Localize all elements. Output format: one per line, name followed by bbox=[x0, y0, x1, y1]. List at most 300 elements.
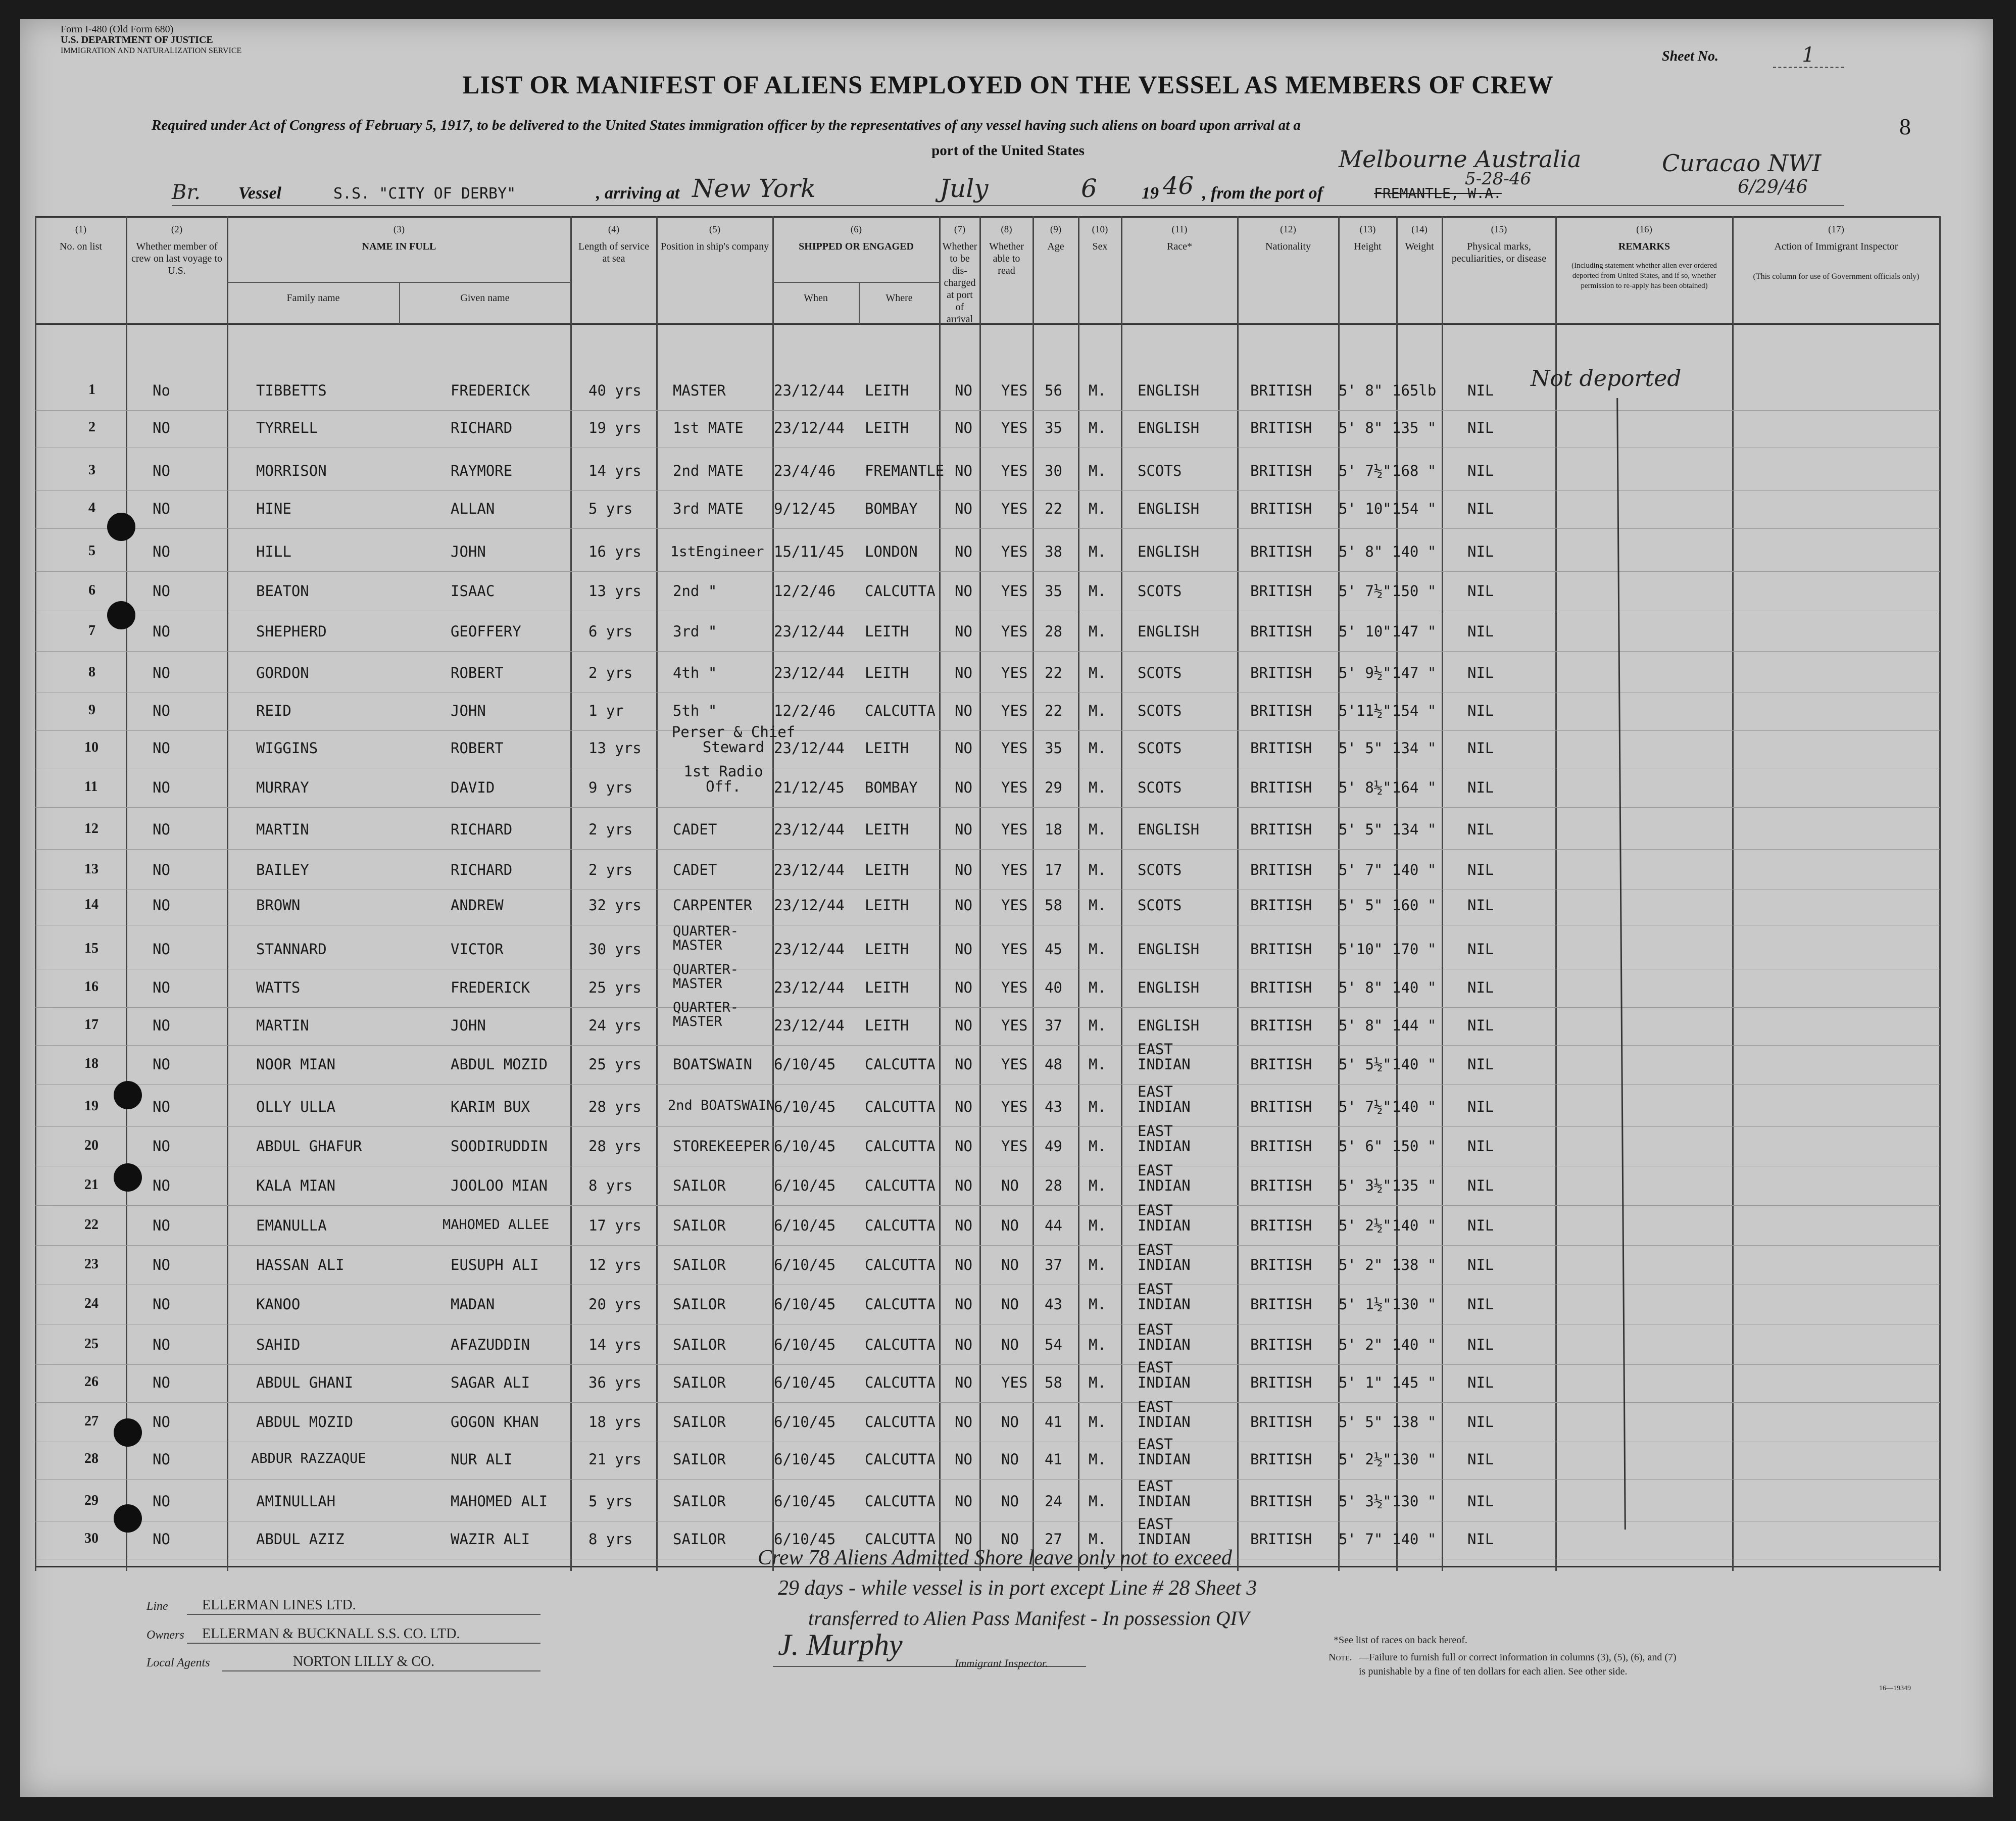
height: 5' 7" bbox=[1339, 861, 1383, 878]
age: 40 bbox=[1045, 979, 1062, 996]
shipped-when: 12/2/46 bbox=[774, 582, 836, 600]
physical-marks: NIL bbox=[1467, 1374, 1494, 1391]
column-header-5 bbox=[657, 216, 773, 342]
shipped-where: LEITH bbox=[865, 382, 909, 399]
sex: M. bbox=[1089, 582, 1106, 600]
discharged: NO bbox=[955, 861, 972, 878]
sex: M. bbox=[1089, 1296, 1106, 1313]
column-label: Whether to be dis-charged at port of arrival bbox=[942, 241, 977, 325]
shipped-where: FREMANTLE bbox=[865, 462, 945, 479]
last-voyage: NO bbox=[153, 1374, 170, 1391]
height: 5' 5" bbox=[1339, 897, 1383, 914]
table-row bbox=[35, 1083, 1940, 1126]
last-voyage: NO bbox=[153, 1413, 170, 1431]
from-label: , from the port of bbox=[1202, 184, 1323, 203]
table-row bbox=[35, 571, 1940, 610]
note-text2: is punishable by a fine of ten dollars for each alien. See other side. bbox=[1359, 1666, 1628, 1677]
able-to-read: YES bbox=[1001, 419, 1028, 436]
row-rule bbox=[35, 849, 1940, 850]
row-number: 26 bbox=[84, 1374, 99, 1390]
footer-rule bbox=[222, 1670, 540, 1671]
weight: 164 " bbox=[1392, 779, 1437, 796]
given-name: SAGAR ALI bbox=[451, 1374, 530, 1391]
arrival-month: July bbox=[940, 174, 989, 203]
able-to-read: YES bbox=[1001, 702, 1028, 719]
last-voyage: NO bbox=[153, 979, 170, 996]
subtitle: Required under Act of Congress of February 5, 1917, to be delivered to the United States immigration officer by the representatives of any vessel having such aliens on board upon arrival at a bbox=[152, 117, 1301, 133]
table-row bbox=[35, 1398, 1940, 1441]
column-header-9 bbox=[1033, 216, 1078, 342]
nationality: BRITISH bbox=[1250, 979, 1312, 996]
service-length: 32 yrs bbox=[588, 897, 642, 914]
physical-marks: NIL bbox=[1467, 1217, 1494, 1234]
family-name: SHEPHERD bbox=[256, 623, 327, 640]
family-name: KANOO bbox=[256, 1296, 301, 1313]
nationality: BRITISH bbox=[1250, 1217, 1312, 1234]
position: Perser & Chief Steward bbox=[671, 723, 796, 756]
row-number: 8 bbox=[88, 664, 95, 680]
shipped-when: 23/12/44 bbox=[774, 821, 845, 838]
age: 18 bbox=[1045, 821, 1062, 838]
shipped-when: 6/10/45 bbox=[774, 1413, 836, 1431]
shipped-where: BOMBAY bbox=[865, 779, 918, 796]
discharged: NO bbox=[955, 702, 972, 719]
given-name: EUSUPH ALI bbox=[451, 1256, 539, 1273]
shipped-when: 23/12/44 bbox=[774, 1017, 845, 1034]
row-number: 29 bbox=[84, 1493, 99, 1508]
position: 2nd BOATSWAIN bbox=[668, 1098, 775, 1113]
service-length: 16 yrs bbox=[588, 543, 642, 560]
last-voyage: NO bbox=[153, 664, 170, 681]
race: SCOTS bbox=[1138, 702, 1182, 719]
sex: M. bbox=[1089, 1177, 1106, 1194]
age: 22 bbox=[1045, 664, 1062, 681]
table-row bbox=[35, 1162, 1940, 1205]
weight: 130 " bbox=[1392, 1451, 1437, 1468]
physical-marks: NIL bbox=[1467, 979, 1494, 996]
age: 58 bbox=[1045, 1374, 1062, 1391]
position: CARPENTER bbox=[673, 897, 753, 914]
arrival-day: 6 bbox=[1081, 174, 1097, 203]
last-voyage: NO bbox=[153, 897, 170, 914]
race: ENGLISH bbox=[1138, 979, 1200, 996]
shipped-where: CALCUTTA bbox=[865, 1336, 936, 1353]
height: 5' 6" bbox=[1339, 1138, 1383, 1155]
weight: 144 " bbox=[1392, 1017, 1437, 1034]
name-subheader-divider bbox=[399, 282, 400, 324]
family-name: HILL bbox=[256, 543, 291, 560]
column-header-1 bbox=[35, 216, 126, 342]
family-name: KALA MIAN bbox=[256, 1177, 336, 1194]
physical-marks: NIL bbox=[1467, 1098, 1494, 1115]
row-number: 23 bbox=[84, 1256, 99, 1272]
shipped-where: LEITH bbox=[865, 979, 909, 996]
shipped-where: LEITH bbox=[865, 1017, 909, 1034]
table-row bbox=[35, 1478, 1940, 1520]
shipped-when: 6/10/45 bbox=[774, 1451, 836, 1468]
sex: M. bbox=[1089, 979, 1106, 996]
discharged: NO bbox=[955, 779, 972, 796]
last-voyage: NO bbox=[153, 1493, 170, 1510]
binder-hole bbox=[114, 1418, 142, 1447]
height: 5' 7½" bbox=[1339, 1098, 1392, 1115]
able-to-read: NO bbox=[1001, 1493, 1019, 1510]
weight: 154 " bbox=[1392, 702, 1437, 719]
family-name: EMANULLA bbox=[256, 1217, 327, 1234]
shipped-where: LEITH bbox=[865, 821, 909, 838]
column-label: Whether able to read bbox=[989, 241, 1024, 276]
given-name: RICHARD bbox=[451, 861, 513, 878]
age: 37 bbox=[1045, 1256, 1062, 1273]
family-name: NOOR MIAN bbox=[256, 1056, 336, 1073]
row-number: 25 bbox=[84, 1336, 99, 1352]
age: 35 bbox=[1045, 582, 1062, 600]
age: 43 bbox=[1045, 1098, 1062, 1115]
discharged: NO bbox=[955, 1098, 972, 1115]
given-name: WAZIR ALI bbox=[451, 1531, 530, 1548]
agents-value: NORTON LILLY & CO. bbox=[293, 1654, 435, 1669]
able-to-read: YES bbox=[1001, 740, 1028, 757]
table-row bbox=[35, 962, 1940, 1007]
able-to-read: YES bbox=[1001, 979, 1028, 996]
service-length: 8 yrs bbox=[588, 1177, 633, 1194]
given-name: VICTOR bbox=[451, 941, 504, 958]
row-number: 21 bbox=[84, 1177, 99, 1193]
owners-value: ELLERMAN & BUCKNALL S.S. CO. LTD. bbox=[202, 1626, 460, 1642]
shipped-where: CALCUTTA bbox=[865, 1256, 936, 1273]
last-voyage: NO bbox=[153, 500, 170, 517]
age: 28 bbox=[1045, 1177, 1062, 1194]
row-number: 3 bbox=[88, 462, 95, 478]
sex: M. bbox=[1089, 543, 1106, 560]
column-header-2 bbox=[126, 216, 227, 342]
weight: 135 " bbox=[1392, 1177, 1437, 1194]
height: 5' 5" bbox=[1339, 1413, 1383, 1431]
discharged: NO bbox=[955, 543, 972, 560]
subtitle-line2: port of the United States bbox=[931, 142, 1085, 159]
height: 5' 2" bbox=[1339, 1256, 1383, 1273]
column-label: Position in ship's company bbox=[660, 241, 769, 252]
where-header: Where bbox=[886, 292, 913, 304]
inspector-label: Immigrant Inspector. bbox=[955, 1657, 1048, 1669]
table-row bbox=[35, 1122, 1940, 1165]
height: 5' 1" bbox=[1339, 1374, 1383, 1391]
given-name: KARIM BUX bbox=[451, 1098, 530, 1115]
service-length: 12 yrs bbox=[588, 1256, 642, 1273]
position: SAILOR bbox=[673, 1217, 726, 1234]
family-name: GORDON bbox=[256, 664, 309, 681]
service-length: 21 yrs bbox=[588, 1451, 642, 1468]
age: 38 bbox=[1045, 543, 1062, 560]
column-number: (7) bbox=[954, 224, 966, 235]
form-code: 16—19349 bbox=[1879, 1685, 1911, 1692]
shipped-when: 6/10/45 bbox=[774, 1493, 836, 1510]
form-id-line1: Form I-480 (Old Form 680) bbox=[61, 24, 174, 35]
shipped-when: 6/10/45 bbox=[774, 1256, 836, 1273]
shipped-when: 23/12/44 bbox=[774, 664, 845, 681]
sex: M. bbox=[1089, 1531, 1106, 1548]
column-header-10 bbox=[1078, 216, 1121, 342]
last-voyage: NO bbox=[153, 1296, 170, 1313]
physical-marks: NIL bbox=[1467, 1017, 1494, 1034]
column-number: (14) bbox=[1411, 224, 1428, 235]
column-header-11 bbox=[1121, 216, 1238, 342]
shipped-when: 6/10/45 bbox=[774, 1374, 836, 1391]
shipped-where: CALCUTTA bbox=[865, 1296, 936, 1313]
age: 48 bbox=[1045, 1056, 1062, 1073]
service-length: 14 yrs bbox=[588, 462, 642, 479]
physical-marks: NIL bbox=[1467, 462, 1494, 479]
service-length: 36 yrs bbox=[588, 1374, 642, 1391]
height: 5'11½" bbox=[1339, 702, 1392, 719]
column-number: (12) bbox=[1280, 224, 1296, 235]
position: QUARTER-MASTER bbox=[673, 1000, 739, 1029]
inspector-note-line2: 29 days - while vessel is in port except Line # 28 Sheet 3 bbox=[778, 1577, 1257, 1600]
race: ENGLISH bbox=[1138, 382, 1200, 399]
age: 28 bbox=[1045, 623, 1062, 640]
height: 5' 7" bbox=[1339, 1531, 1383, 1548]
family-name: REID bbox=[256, 702, 291, 719]
able-to-read: YES bbox=[1001, 897, 1028, 914]
last-voyage: NO bbox=[153, 1531, 170, 1548]
able-to-read: YES bbox=[1001, 1374, 1028, 1391]
row-rule bbox=[35, 807, 1940, 808]
race: EAST INDIAN bbox=[1138, 1436, 1191, 1468]
weight: 138 " bbox=[1392, 1256, 1437, 1273]
remarks-handwritten: Not deported bbox=[1531, 366, 1682, 391]
table-row bbox=[35, 408, 1940, 447]
last-voyage: NO bbox=[153, 941, 170, 958]
family-name: ABDUL GHAFUR bbox=[256, 1138, 362, 1155]
inspector-signature: J. Murphy bbox=[778, 1628, 903, 1661]
nationality: BRITISH bbox=[1250, 382, 1312, 399]
column-number: (4) bbox=[608, 224, 620, 235]
family-name: MURRAY bbox=[256, 779, 309, 796]
discharged: NO bbox=[955, 1451, 972, 1468]
row-number: 4 bbox=[88, 500, 95, 516]
row-number: 1 bbox=[88, 382, 95, 398]
family-name: STANNARD bbox=[256, 941, 327, 958]
table-row bbox=[35, 810, 1940, 849]
remarks-note: (Including statement whether alien ever ordered deported from United States, and if so, whether permission to re-apply has been obtained) bbox=[1571, 262, 1717, 290]
column-header-13 bbox=[1339, 216, 1397, 342]
last-voyage: NO bbox=[153, 821, 170, 838]
race: EAST INDIAN bbox=[1138, 1478, 1191, 1510]
column-number: (17) bbox=[1828, 224, 1844, 235]
height: 5' 7½" bbox=[1339, 462, 1392, 479]
shipped-when: 23/4/46 bbox=[774, 462, 836, 479]
shipped-when: 6/10/45 bbox=[774, 1217, 836, 1234]
nationality: BRITISH bbox=[1250, 702, 1312, 719]
weight: 150 " bbox=[1392, 582, 1437, 600]
height: 5' 7½" bbox=[1339, 582, 1392, 600]
physical-marks: NIL bbox=[1467, 1177, 1494, 1194]
discharged: NO bbox=[955, 897, 972, 914]
age: 58 bbox=[1045, 897, 1062, 914]
row-number: 13 bbox=[84, 861, 99, 877]
nationality: BRITISH bbox=[1250, 1451, 1312, 1468]
row-number: 11 bbox=[84, 779, 98, 795]
able-to-read: YES bbox=[1001, 582, 1028, 600]
column-number: (15) bbox=[1491, 224, 1507, 235]
column-label: Length of service at sea bbox=[578, 241, 649, 264]
agents-label: Local Agents bbox=[146, 1656, 210, 1669]
shipped-when: 6/10/45 bbox=[774, 1056, 836, 1073]
service-length: 2 yrs bbox=[588, 664, 633, 681]
owners-label: Owners bbox=[146, 1629, 184, 1642]
weight: 168 " bbox=[1392, 462, 1437, 479]
family-name: HASSAN ALI bbox=[256, 1256, 345, 1273]
nationality: BRITISH bbox=[1250, 1336, 1312, 1353]
table-row bbox=[35, 1241, 1940, 1284]
service-length: 5 yrs bbox=[588, 1493, 633, 1510]
service-length: 1 yr bbox=[588, 702, 624, 719]
shipped-where: CALCUTTA bbox=[865, 1493, 936, 1510]
discharged: NO bbox=[955, 500, 972, 517]
nationality: BRITISH bbox=[1250, 462, 1312, 479]
position: 4th " bbox=[673, 664, 717, 681]
physical-marks: NIL bbox=[1467, 861, 1494, 878]
service-length: 20 yrs bbox=[588, 1296, 642, 1313]
discharged: NO bbox=[955, 1336, 972, 1353]
last-voyage: NO bbox=[153, 1177, 170, 1194]
weight: 130 " bbox=[1392, 1493, 1437, 1510]
race: EAST INDIAN bbox=[1138, 1202, 1191, 1234]
age: 24 bbox=[1045, 1493, 1062, 1510]
shipped-when: 23/12/44 bbox=[774, 861, 845, 878]
arriving-label: , arriving at bbox=[596, 184, 680, 203]
form-id bbox=[61, 24, 241, 56]
table-row bbox=[35, 1436, 1940, 1479]
able-to-read: YES bbox=[1001, 462, 1028, 479]
family-name: BROWN bbox=[256, 897, 301, 914]
table-row bbox=[35, 885, 1940, 924]
nationality: BRITISH bbox=[1250, 1296, 1312, 1313]
position: SAILOR bbox=[673, 1374, 726, 1391]
weight: 150 " bbox=[1392, 1138, 1437, 1155]
sex: M. bbox=[1089, 1256, 1106, 1273]
shipped-where: CALCUTTA bbox=[865, 1451, 936, 1468]
row-number: 15 bbox=[84, 941, 99, 956]
arrival-year: 46 bbox=[1163, 172, 1194, 200]
shipped-subheader-rule bbox=[773, 282, 940, 283]
family-name: WIGGINS bbox=[256, 740, 318, 757]
able-to-read: YES bbox=[1001, 623, 1028, 640]
row-rule bbox=[35, 651, 1940, 652]
nationality: BRITISH bbox=[1250, 500, 1312, 517]
family-name: HINE bbox=[256, 500, 291, 517]
service-length: 13 yrs bbox=[588, 740, 642, 757]
height: 5' 10" bbox=[1339, 623, 1392, 640]
binder-hole bbox=[107, 601, 135, 629]
race: EAST INDIAN bbox=[1138, 1041, 1191, 1073]
inspector-note-line3: transferred to Alien Pass Manifest - In possession QIV bbox=[808, 1607, 1250, 1630]
nationality: BRITISH bbox=[1250, 1531, 1312, 1548]
nationality: BRITISH bbox=[1250, 1138, 1312, 1155]
inspector-note-line1: Crew 78 Aliens Admitted Shore leave only not to exceed bbox=[758, 1546, 1232, 1569]
able-to-read: YES bbox=[1001, 821, 1028, 838]
column-label: REMARKS bbox=[1618, 241, 1670, 252]
table-row bbox=[35, 451, 1940, 490]
race: EAST INDIAN bbox=[1138, 1359, 1191, 1391]
vessel-prefix: Br. bbox=[172, 181, 201, 204]
weight: 140 " bbox=[1392, 1098, 1437, 1115]
discharged: NO bbox=[955, 1177, 972, 1194]
form-id-line2: U.S. DEPARTMENT OF JUSTICE bbox=[61, 34, 213, 45]
binder-hole bbox=[107, 513, 135, 541]
weight: 135 " bbox=[1392, 419, 1437, 436]
able-to-read: NO bbox=[1001, 1256, 1019, 1273]
service-length: 17 yrs bbox=[588, 1217, 642, 1234]
weight: 140 " bbox=[1392, 1336, 1437, 1353]
position: SAILOR bbox=[673, 1531, 726, 1548]
column-header-8 bbox=[980, 216, 1033, 342]
family-name: MORRISON bbox=[256, 462, 327, 479]
shipped-when: 6/10/45 bbox=[774, 1138, 836, 1155]
action-note: (This column for use of Government officials only) bbox=[1753, 272, 1920, 281]
weight: 145 " bbox=[1392, 1374, 1437, 1391]
height: 5' 5½" bbox=[1339, 1056, 1392, 1073]
height: 5' 8" bbox=[1339, 419, 1383, 436]
given-name: RAYMORE bbox=[451, 462, 513, 479]
nationality: BRITISH bbox=[1250, 821, 1312, 838]
race: ENGLISH bbox=[1138, 941, 1200, 958]
sex: M. bbox=[1089, 740, 1106, 757]
height: 5' 5" bbox=[1339, 740, 1383, 757]
shipped-where: LEITH bbox=[865, 897, 909, 914]
sex: M. bbox=[1089, 779, 1106, 796]
race: EAST INDIAN bbox=[1138, 1241, 1191, 1273]
row-number: 2 bbox=[88, 419, 95, 435]
given-name: FREDERICK bbox=[451, 979, 530, 996]
given-name: ALLAN bbox=[451, 500, 495, 517]
race: SCOTS bbox=[1138, 740, 1182, 757]
discharged: NO bbox=[955, 582, 972, 600]
able-to-read: NO bbox=[1001, 1413, 1019, 1431]
shipped-when: 6/10/45 bbox=[774, 1177, 836, 1194]
footer-rule bbox=[187, 1614, 540, 1615]
position: SAILOR bbox=[673, 1493, 726, 1510]
nationality: BRITISH bbox=[1250, 1413, 1312, 1431]
physical-marks: NIL bbox=[1467, 1296, 1494, 1313]
height: 5' 5" bbox=[1339, 821, 1383, 838]
sex: M. bbox=[1089, 1056, 1106, 1073]
vessel-label: Vessel bbox=[238, 184, 281, 203]
column-label: Height bbox=[1354, 241, 1382, 252]
race: ENGLISH bbox=[1138, 623, 1200, 640]
sheet-number: 1 bbox=[1773, 43, 1844, 68]
note-text1: —Failure to furnish full or correct information in columns (3), (5), (6), and (7) bbox=[1359, 1652, 1677, 1663]
nationality: BRITISH bbox=[1250, 1177, 1312, 1194]
position: 2nd " bbox=[673, 582, 717, 600]
age: 30 bbox=[1045, 462, 1062, 479]
row-number: 28 bbox=[84, 1451, 99, 1466]
able-to-read: NO bbox=[1001, 1296, 1019, 1313]
shipped-when: 12/2/46 bbox=[774, 702, 836, 719]
service-length: 2 yrs bbox=[588, 861, 633, 878]
discharged: NO bbox=[955, 623, 972, 640]
nationality: BRITISH bbox=[1250, 897, 1312, 914]
shipped-where: CALCUTTA bbox=[865, 1531, 936, 1548]
position: 1st MATE bbox=[673, 419, 744, 436]
last-voyage: NO bbox=[153, 740, 170, 757]
race: EAST INDIAN bbox=[1138, 1122, 1191, 1155]
service-length: 18 yrs bbox=[588, 1413, 642, 1431]
shipped-where: CALCUTTA bbox=[865, 1098, 936, 1115]
physical-marks: NIL bbox=[1467, 1256, 1494, 1273]
shipped-where: CALCUTTA bbox=[865, 702, 936, 719]
family-name: WATTS bbox=[256, 979, 301, 996]
